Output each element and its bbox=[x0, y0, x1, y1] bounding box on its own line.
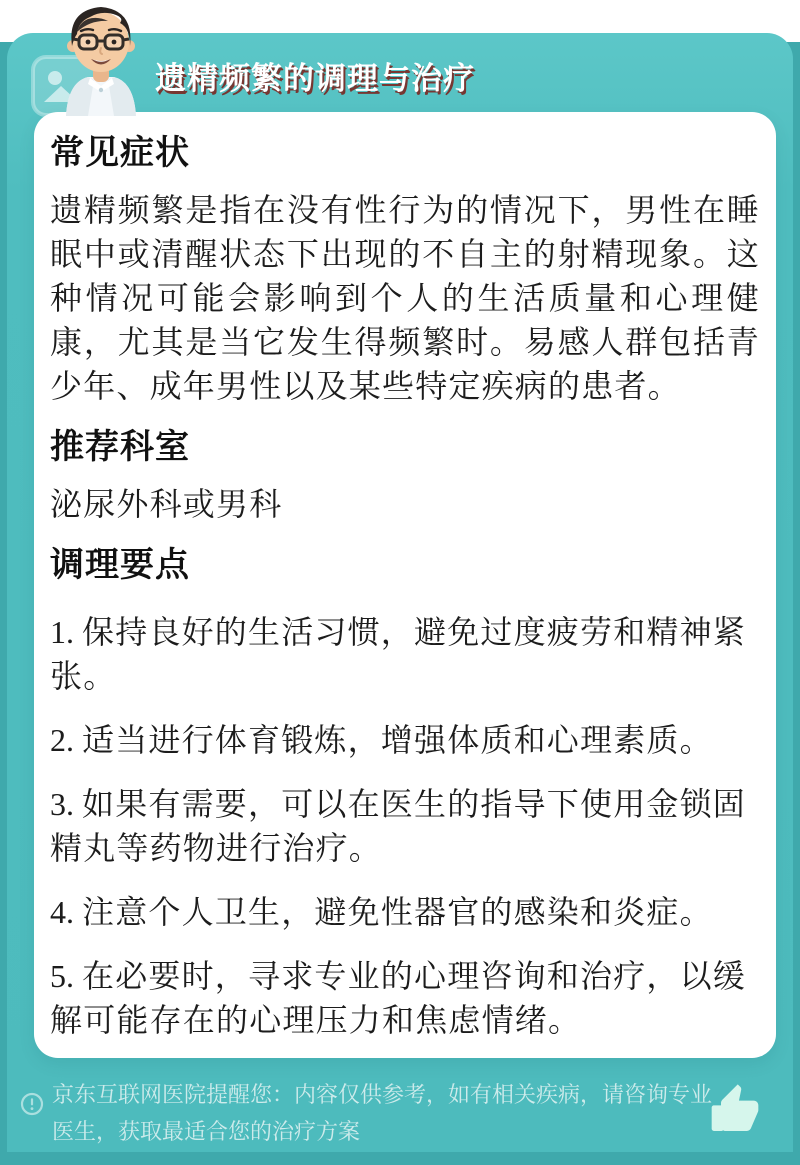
list-item bbox=[50, 890, 760, 934]
doctor-avatar bbox=[50, 2, 152, 116]
section-heading-care-points: 调理要点 bbox=[50, 546, 190, 584]
list-item-number: 2. bbox=[50, 722, 74, 758]
teal-panel bbox=[7, 33, 793, 1152]
care-points-list bbox=[50, 610, 760, 1042]
list-item-text: 适当进行体育锻炼，增强体质和心理素质。 bbox=[82, 722, 713, 758]
list-item-number: 3. bbox=[50, 786, 74, 822]
list-item bbox=[50, 954, 760, 1042]
disclaimer-text: 京东互联网医院提醒您：内容仅供参考，如有相关疾病，请咨询专业医生，获取最适合您的治疗方案 bbox=[52, 1082, 713, 1144]
content-card bbox=[34, 112, 776, 1058]
list-item-number: 4. bbox=[50, 894, 74, 930]
list-item-text: 在必要时，寻求专业的心理咨询和治疗，以缓解可能存在的心理压力和焦虑情绪。 bbox=[50, 958, 747, 1038]
symptoms-paragraph: 遗精频繁是指在没有性行为的情况下，男性在睡眠中或清醒状态下出现的不自主的射精现象。这种情况可能会影响到个人的生活质量和心理健康，尤其是当它发生得频繁时。易感人群包括青少年、成年男性以及某些特定疾病的患者。 bbox=[50, 192, 760, 404]
thumbs-up-icon bbox=[707, 1126, 763, 1141]
list-item-text: 注意个人卫生，避免性器官的感染和炎症。 bbox=[82, 894, 713, 930]
list-item bbox=[50, 718, 760, 762]
list-item bbox=[50, 610, 760, 698]
thumbs-up-button[interactable] bbox=[707, 1082, 763, 1138]
list-item-text: 保持良好的生活习惯，避免过度疲劳和精神紧张。 bbox=[50, 614, 747, 694]
list-item-number: 5. bbox=[50, 958, 74, 994]
section-heading-department: 推荐科室 bbox=[50, 428, 190, 466]
department-paragraph: 泌尿外科或男科 bbox=[50, 486, 283, 522]
list-item bbox=[50, 782, 760, 870]
info-exclamation-icon bbox=[20, 1092, 44, 1121]
page-title: 遗精频繁的调理与治疗 bbox=[155, 61, 475, 96]
disclaimer-footer bbox=[20, 1076, 760, 1150]
list-item-number: 1. bbox=[50, 614, 74, 650]
section-heading-symptoms: 常见症状 bbox=[50, 134, 190, 172]
list-item-text: 如果有需要，可以在医生的指导下使用金锁固精丸等药物进行治疗。 bbox=[50, 786, 747, 866]
